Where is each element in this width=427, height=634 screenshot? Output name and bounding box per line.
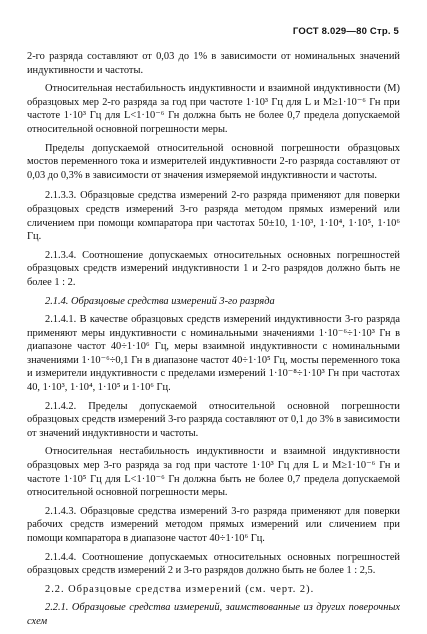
paragraph: 2.1.4.4. Соотношение допускаемых относительных основных погрешностей образцовых средств измерений 2 и 3-го разрядов должно быть не более 1 : 2,5. xyxy=(27,551,400,577)
section-heading: 2.1.4. Образцовые средства измерений 3-го разряда xyxy=(45,295,275,307)
paragraph: Относительная нестабильность индуктивности и взаимной индуктивности образцовых мер 3-го разряда за год при частоте 1·10³ Гц для L и M≥1·10⁻⁶ Гн и частоте 1·10⁵ Гц для L<1·10⁻⁶ Гн должна быть не более 0,7 предела допускаемой относительной основной погрешности меры. xyxy=(27,446,400,499)
paragraph: 2.1.4.1. В качестве образцовых средств измерений индуктивности 3-го разряда применяют меры индуктивности с номинальными значениями 1·10⁻⁶÷1·10³ Гн в диапазоне частот 40÷1·10⁶ Гц, меры взаимной индуктивности с номинальными значениями 1·10⁻⁶÷0,1 Гн в диапазоне частот 40÷1·10⁵ Гц, мосты переменного тока и измерители индуктивности с пределами измерений 1·10⁻⁸÷1·10³ Гн при частотах 40, 1·10³, 1·10⁴, 1·10⁵ и 1·10⁶ Гц. xyxy=(27,314,400,394)
section-heading: 2.2. Образцовые средства измерений (см. черт. 2). xyxy=(45,583,315,595)
paragraph: 2-го разряда составляют от 0,03 до 1% в зависимости от номинальных значений индуктивности и частоты. xyxy=(27,51,400,76)
subsection-heading: 2.2.1. Образцовые средства измерений, заимствованные из других поверочных схем xyxy=(27,602,400,627)
page-header: ГОСТ 8.029—80 Стр. 5 xyxy=(292,26,399,37)
paragraph: Относительная нестабильность индуктивности и взаимной индуктивности (M) образцовых мер 2-го разряда за год при частоте 1·10³ Гц для L и M≥1·10⁻⁶ Гн при частоте 1·10³ Гц для L<1·10⁻⁶ Гн должна быть не более 0,7 предела допускаемой относительной основной погрешности меры. xyxy=(27,83,400,135)
document-body xyxy=(27,50,400,634)
paragraph: Пределы допускаемой относительной основной погрешности образцовых мостов переменного тока и измерителей индуктивности 2-го разряда составляют от 0,03 до 0,3% в зависимости от значения измеряемой индуктивности и частоты. xyxy=(27,142,400,181)
paragraph: 2.1.3.3. Образцовые средства измерений 2-го разряда применяют для поверки образцовых средств измерений 3-го разряда методом прямых измерений или сличением при помощи компаратора при частотах 50±10, 1·10³, 1·10⁴, 1·10⁵, 1·10⁶ Гц. xyxy=(27,190,400,243)
paragraph: 2.1.4.3. Образцовые средства измерений 3-го разряда применяют для поверки рабочих средств измерений методом прямых измерений или сличением при помощи компаратора в диапазоне частот 40÷1·10⁶ Гц. xyxy=(27,505,400,544)
paragraph: 2.1.4.2. Пределы допускаемой относительной основной погрешности образцовых средств измерений 3-го разряда составляют от 0,1 до 3% в зависимости от значений индуктивности и частоты. xyxy=(27,400,400,439)
paragraph: 2.1.3.4. Соотношение допускаемых относительных основных погрешностей образцовых средств измерений индуктивности 1 и 2-го разрядов должно быть не более 1 : 2. xyxy=(27,249,400,288)
